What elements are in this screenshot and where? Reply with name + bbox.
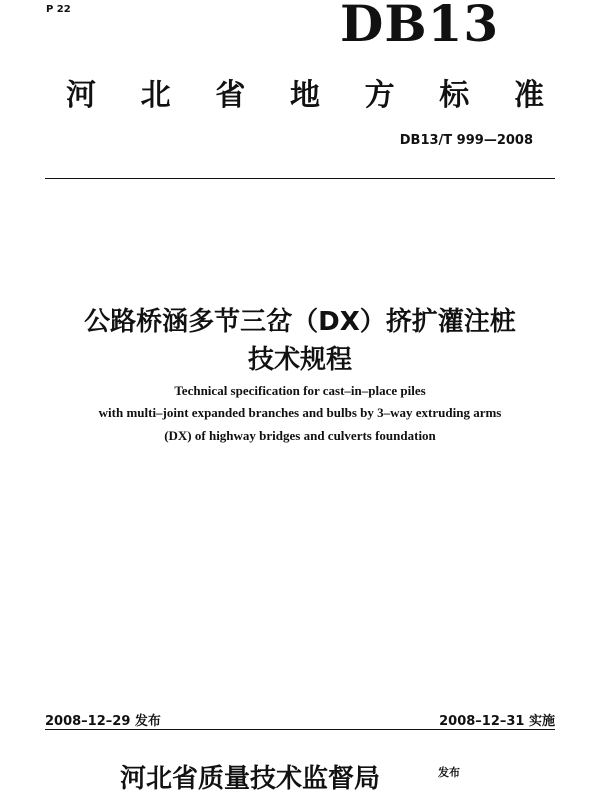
title-chinese-line-2: 技术规程 [247, 345, 352, 375]
implementation-date: 2008–12–31 实施 [439, 714, 555, 729]
title-chinese-line-1: 公路桥涵多节三岔（DX）挤扩灌注桩 [84, 307, 516, 337]
standard-number: DB13/T 999—2008 [399, 133, 533, 148]
title-english-line-3: (DX) of highway bridges and culverts foundation [164, 428, 436, 443]
issue-date: 2008–12–29 发布 [45, 714, 161, 729]
top-divider [45, 178, 555, 179]
standard-type-char: 标 [439, 78, 470, 113]
title-english-line-2: with multi–joint expanded branches and bulbs by 3–way extruding arms [98, 405, 502, 420]
bottom-divider [45, 729, 555, 730]
standard-type-char: 准 [513, 78, 544, 113]
classification-code: P 22 [46, 4, 71, 15]
standard-type-char: 北 [140, 78, 171, 113]
publisher-suffix: 发布 [438, 766, 460, 779]
standard-type-char: 方 [364, 78, 395, 113]
publisher-name: 河北省质量技术监督局 [120, 764, 381, 794]
standard-type-char: 地 [289, 78, 320, 113]
standard-type-heading [66, 70, 544, 114]
title-english-line-1: Technical specification for cast–in–place piles [174, 383, 426, 398]
standard-code-logo: DB13 [340, 0, 500, 53]
standard-type-char: 省 [215, 78, 246, 113]
standard-type-char: 河 [66, 78, 96, 113]
